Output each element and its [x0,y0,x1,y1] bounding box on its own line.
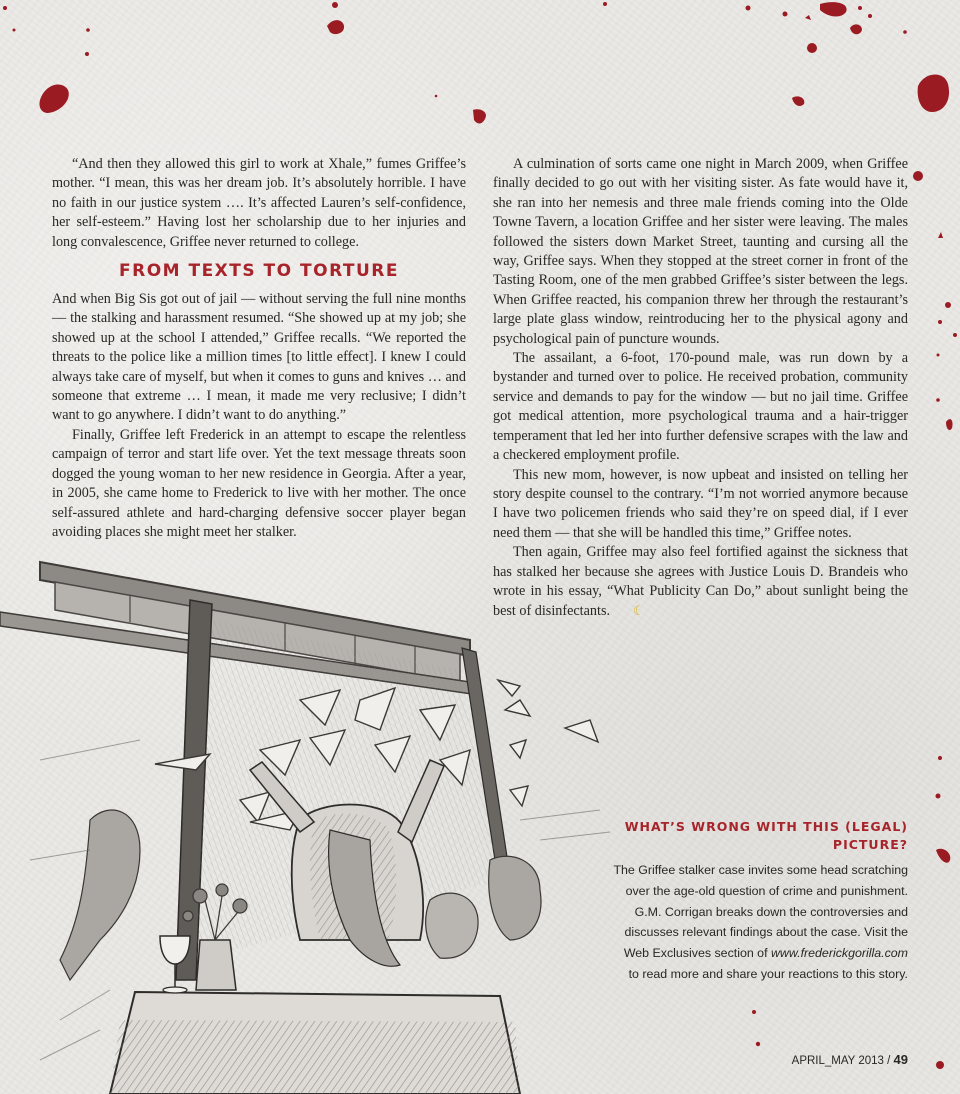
article-paragraph: The assailant, a 6-foot, 170-pound male, was run down by a bystander and turned over to police. He received probation, community service and demands to pay for the window — but no jail time. Griffee got medical attention, more psychological trauma and a hair-trigger temperament that led her into further defensive scrapes with the law and a checkered employment profile. [493,350,908,464]
sidebar-web-exclusive [600,818,908,985]
folio-separator: / [883,1055,894,1067]
article-column-right [493,155,908,622]
sidebar-body [600,860,908,985]
article-paragraph: Finally, Griffee left Frederick in an attempt to escape the relentless campaign of terror and start life over. Yet the text message threats soon dogged the young woman to her new residence in Georgia. After a year, in 2005, she came home to Frederick to live with her mother. The once self-assured athlete and hard-charging defensive soccer player began avoiding places she might meet her stalker. [52,426,466,540]
blood-splatter-icon [690,1000,770,1094]
sidebar-line: over the age-old question of crime and punishment. [625,883,908,898]
issue-date: APRIL_MAY 2013 [791,1055,884,1067]
sidebar-line: discusses relevant findings about the case. Visit the [624,925,908,940]
page-number: 49 [893,1052,908,1067]
article-paragraph: And when Big Sis got out of jail — without serving the full nine months — the stalking and harassment resumed. “She showed up at my job; she showed up at the school I attended,” Griffee recalls. “We reported the threats to the police like a million times [to little effect]. I knew I could always take care of myself, but when it comes to guns and knives … and someone that extreme … I mean, it made me very reclusive; I didn’t want to go anywhere. I didn’t want to do anything.” [52,291,466,424]
section-subhead: FROM TEXTS TO TORTURE [118,261,399,282]
page-folio [792,1052,908,1067]
sidebar-text: Web Exclusives section of [623,946,771,961]
article-paragraph: This new mom, however, is now upbeat and insisted on telling her story despite counsel to the contrary. “I’m not worried anymore because I have two policemen friends who said they’re on speed dial, if I ever need them — that she will be handled this time,” Griffee notes. [493,466,908,541]
website-link[interactable]: www.frederickgorilla.com [770,946,908,961]
sidebar-heading: WHAT’S WRONG WITH THIS (LEGAL) PICTURE? [624,819,908,852]
article-closing-text: Then again, Griffee may also feel fortified against the sickness that has stalked her because she agrees with Justice Louis D. Brandeis who wrote in his essay, “What Publicity Can Do,” about sunlight being the best of disinfectants. [493,544,908,620]
sidebar-line: G.M. Corrigan breaks down the controversies and [634,904,908,919]
article-paragraph: “And then they allowed this girl to work at Xhale,” fumes Griffee’s mother. “I mean, this was her dream job. It’s absolutely horrible. I have no faith in our justice system …. It’s affected Lauren’s self-confidence, her self-esteem.” Having lost her scholarship due to her injuries and long convalescence, Griffee never returned to college. [52,156,466,250]
crescent-moon-icon: ☾ [633,603,645,619]
article-paragraph: A culmination of sorts came one night in March 2009, when Griffee finally decided to go out with her visiting sister. As fate would have it, she ran into her nemesis and three male friends coming into the Olde Towne Tavern, a location Griffee and her sister were leaving. The males followed the sisters down Market Street, taunting and cursing all the way, Griffee says. When they stopped at the street corner in front of the Tasting Room, one of the men grabbed Griffee’s sister between the legs. When Griffee reacted, his companion threw her through the restaurant’s large plate glass window, reintroducing her to the physical agony and psychological pain of puncture wounds. [493,156,908,347]
blood-splatter-icon [900,160,960,1094]
article-column-left [52,155,466,542]
sidebar-line: The Griffee stalker case invites some head scratching [613,863,908,877]
sidebar-line: to read more and share your reactions to this story. [628,966,908,981]
blood-splatter-icon [0,0,960,140]
illustration-window-shatter [0,560,640,1094]
sidebar-line [600,943,908,964]
